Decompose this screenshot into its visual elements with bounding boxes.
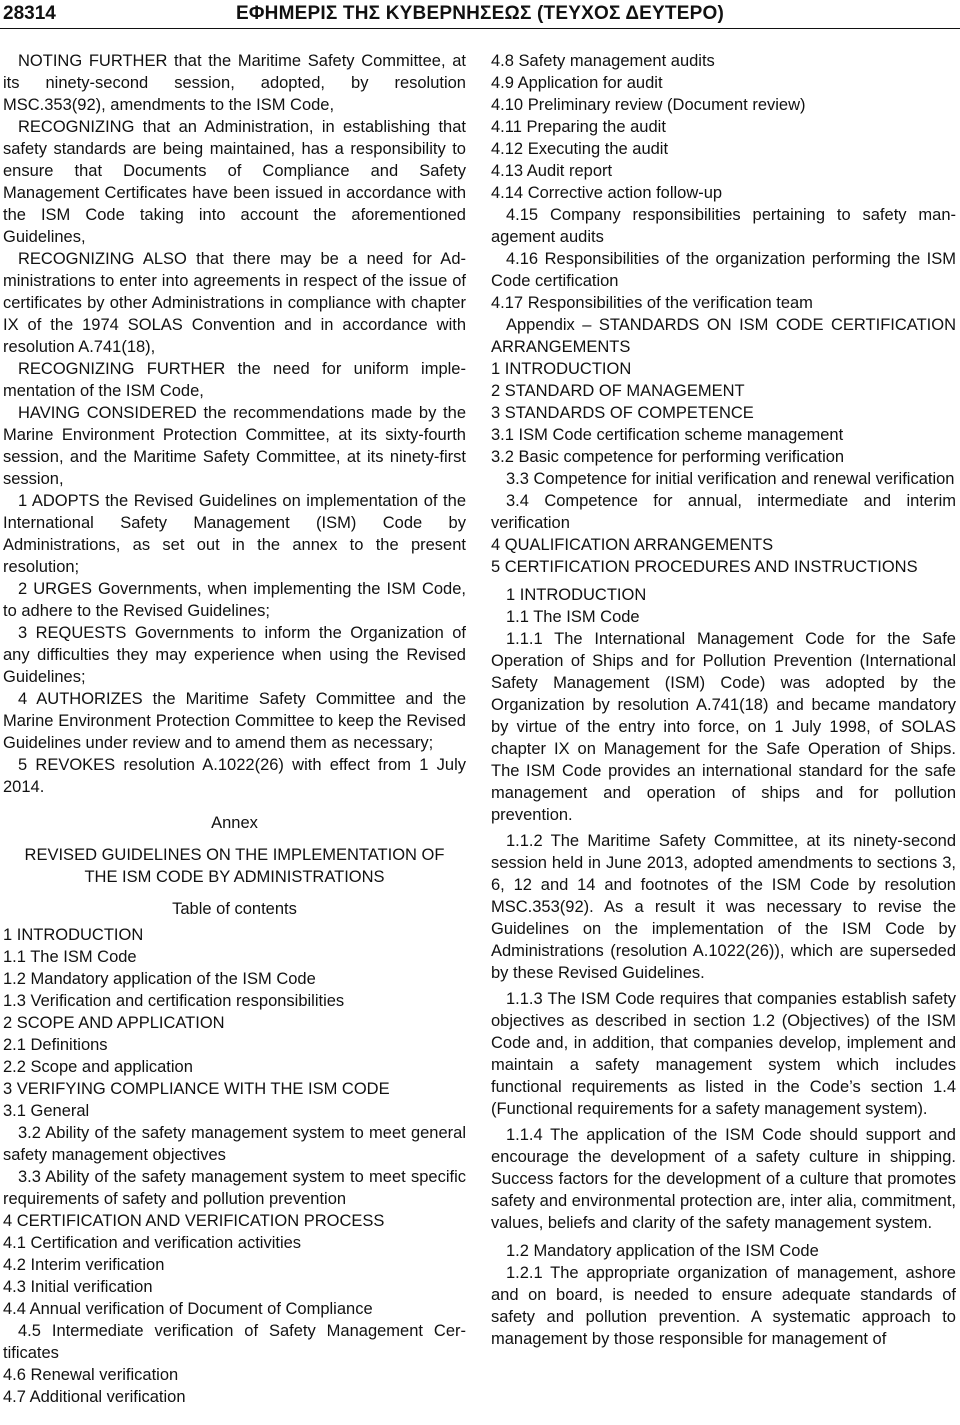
toc-item: 1.1 The ISM Code [3, 948, 137, 966]
toc-heading: Table of contents [172, 900, 297, 918]
toc-item: 4 CERTIFICATION AND VERIFICATION PROCESS [3, 1212, 385, 1230]
toc-item: 2.2 Scope and application [3, 1058, 193, 1076]
operative-paragraph: 5 REVOKES resolution A.1022(26) with effect from 1 July 2014. [3, 756, 466, 796]
toc-item: 3.2 Ability of the safety management system to meet general safety management objectives [3, 1124, 466, 1164]
toc-item: 4.6 Renewal verification [3, 1366, 179, 1384]
left-column [3, 50, 466, 1408]
preamble-paragraph: RECOGNIZING ALSO that there may be a need for Administrations to enter into agreements in respect of the issue of certificates by other Administrations in compliance with chapter IX of the 1974 SOLAS Convention and in accordance with resolution A.741(18), [3, 250, 466, 356]
toc-item: 2 SCOPE AND APPLICATION [3, 1014, 225, 1032]
operative-paragraph: 1 ADOPTS the Revised Guidelines on implementation of the International Safety Management (ISM) Code by Administrations, as set out in the annex to the present resolution; [3, 492, 466, 576]
toc-item: 1 INTRODUCTION [491, 360, 632, 378]
body-paragraph: 1.1.4 The application of the ISM Code should support and encourage the development of a safety culture in shipping. Success factors for the development of a culture that promotes safety and environmental protection are, inter alia, commitment, values, beliefs and clarity of the safety management system. [491, 1126, 956, 1232]
preamble-paragraph: RECOGNIZING that an Administration, in establishing that safety standards are being maintained, has a responsibility to ensure that Documents of Compliance and Safety Management Certificates have been issued in accordance with the ISM Code taking into account the aforementioned Guidelines, [3, 118, 466, 246]
toc-item: 4.13 Audit report [491, 162, 613, 180]
subsection-heading: 1.1 The ISM Code [506, 608, 640, 626]
preamble-paragraph: NOTING FURTHER that the Maritime Safety Committee, at its ninety‑second session, adopted, by resolution MSC.353(92), amendments to the ISM Code, [3, 52, 466, 114]
body-paragraph: 1.1.2 The Maritime Safety Committee, at its ninety‑second session held in June 2013, adopted amendments to sections 3, 6, 12 and 14 and footnotes of the ISM Code by resolution MSC.353(92). As a result it was necessary to revise the Guidelines on the implementation of the ISM Code by Administrations (resolution A.1022(26)), which are superseded by these Revised Guidelines. [491, 832, 956, 982]
toc-item: 4.12 Executing the audit [491, 140, 669, 158]
toc-item: 4.15 Company responsibilities pertaining to safety management audits [491, 206, 956, 246]
toc-item: 3.2 Basic competence for performing verification [491, 448, 845, 466]
toc-item: 1.3 Verification and certification responsibilities [3, 992, 345, 1010]
toc-item: 3 VERIFYING COMPLIANCE WITH THE ISM CODE [3, 1080, 390, 1098]
toc-item: 4.10 Preliminary review (Document review) [491, 96, 806, 114]
page-number: 28314 [3, 3, 56, 24]
toc-item: 3 STANDARDS OF COMPETENCE [491, 404, 754, 422]
toc-item: 3.3 Competence for initial verification and renewal verification [506, 470, 955, 488]
toc-item: 3.3 Ability of the safety management system to meet specific requirements of safety and pollution prevention [3, 1168, 466, 1208]
toc-item: 4.4 Annual verification of Document of Compliance [3, 1300, 373, 1318]
appendix-title: Appendix – STANDARDS ON ISM CODE CERTIFICATION ARRANGEMENTS [491, 316, 956, 356]
toc-item: 4.17 Responsibilities of the verification team [491, 294, 813, 312]
toc-item: 4.2 Interim verification [3, 1256, 165, 1274]
toc-item: 4.7 Additional verification [3, 1388, 186, 1406]
annex-label: Annex [211, 814, 258, 832]
toc-item: 4.3 Initial verification [3, 1278, 153, 1296]
guidelines-title: REVISED GUIDELINES ON THE IMPLEMENTATION OF THE ISM CODE BY ADMINISTRATIONS [24, 846, 445, 886]
toc-item: 2 STANDARD OF MANAGEMENT [491, 382, 745, 400]
body-paragraph: 1.1.1 The International Management Code for the Safe Operation of Ships and for Pollution Prevention (International Safety Management (ISM) Code) was adopted by the Organization by resolution A.741(18) and became mandatory by virtue of the entry into force, on 1 July 1998, of SOLAS chapter IX on Management for the Safe Operation of Ships. The ISM Code provides an international standard for the safe management and operation of ships and for pollution prevention. [491, 630, 956, 824]
operative-paragraph: 3 REQUESTS Governments to inform the Organization of any difficulties they may experience when using the Revised Guidelines; [3, 624, 466, 686]
page-header [0, 0, 960, 30]
preamble-paragraph: RECOGNIZING FURTHER the need for uniform implementation of the ISM Code, [3, 360, 466, 400]
gazette-title: ΕΦΗΜΕΡΙΣ ΤΗΣ ΚΥΒΕΡΝΗΣΕΩΣ (ΤΕΥΧΟΣ ΔΕΥΤΕΡΟ) [236, 3, 724, 24]
toc-item: 4.8 Safety management audits [491, 52, 715, 70]
toc-item: 4.9 Application for audit [491, 74, 663, 92]
preamble-paragraph: HAVING CONSIDERED the recommendations made by the Marine Environment Protection Committee, at its sixty‑fourth session, and the Maritime Safety Committee, at its ninety‑first session, [3, 404, 466, 488]
body-paragraph: 1.1.3 The ISM Code requires that companies establish safety objectives as described in section 1.2 (Objectives) of the ISM Code and, in addition, that companies develop, implement and maintain a safety management system which includes functional requirements as listed in the Code’s section 1.4 (Functional requirements for a safety management system). [491, 990, 956, 1118]
body-paragraph: 1.2.1 The appropriate organization of management, ashore and on board, is needed to ensure adequate standards of safety and pollution prevention. A systematic approach to management by those responsible for management of [491, 1264, 956, 1348]
toc-item: 1.2 Mandatory application of the ISM Code [3, 970, 316, 988]
right-column [491, 50, 956, 1350]
header-rule [0, 28, 960, 29]
toc-item: 2.1 Definitions [3, 1036, 108, 1054]
toc-item: 1 INTRODUCTION [3, 926, 144, 944]
operative-paragraph: 4 AUTHORIZES the Maritime Safety Committee and the Marine Environment Protection Committee to keep the Revised Guidelines under review and to amend them as necessary; [3, 690, 466, 752]
toc-item: 3.1 General [3, 1102, 90, 1120]
section-heading: 1 INTRODUCTION [506, 586, 647, 604]
toc-list-left [3, 924, 466, 1408]
toc-list-right [491, 50, 956, 578]
toc-item: 4.16 Responsibilities of the organization performing the ISM Code certification [491, 250, 956, 290]
operative-paragraph: 2 URGES Governments, when implementing the ISM Code, to adhere to the Revised Guidelines; [3, 580, 466, 620]
toc-item: 4.1 Certification and verification activities [3, 1234, 302, 1252]
toc-item: 4 QUALIFICATION ARRANGEMENTS [491, 536, 774, 554]
subsection-heading: 1.2 Mandatory application of the ISM Code [506, 1242, 819, 1260]
toc-item: 4.11 Preparing the audit [491, 118, 666, 136]
toc-item: 4.14 Corrective action follow‑up [491, 184, 723, 202]
toc-item: 3.1 ISM Code certification scheme management [491, 426, 844, 444]
toc-item: 3.4 Competence for annual, intermediate and interim verification [491, 492, 956, 532]
toc-item: 4.5 Intermediate verification of Safety Management Certificates [3, 1322, 466, 1362]
toc-item: 5 CERTIFICATION PROCEDURES AND INSTRUCTIONS [491, 558, 918, 576]
